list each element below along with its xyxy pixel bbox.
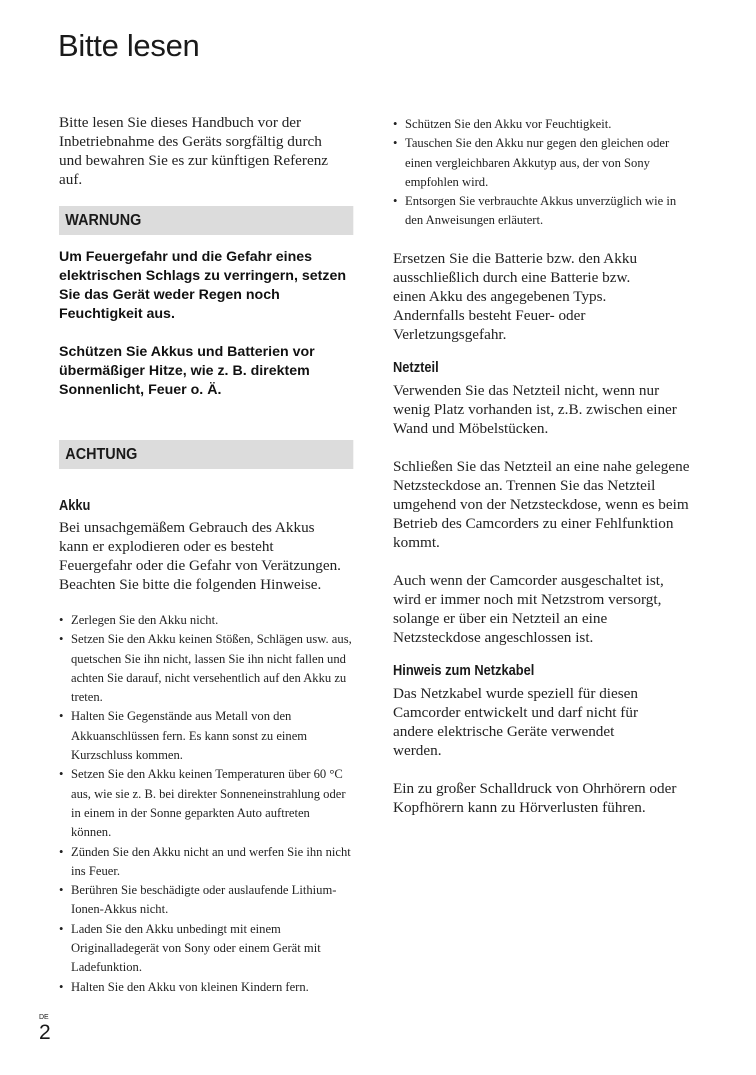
page-number (39, 1014, 51, 1044)
list-item: • Setzen Sie den Akku keinen Stößen, Schlägen usw. aus, quetschen Sie ihn nicht, lassen Sie ihn nicht fallen und achten Sie darauf, nicht versehentlich auf den Akku zu treten. (59, 630, 353, 707)
warning-text-heat: Schützen Sie Akkus und Batterien vor übermäßiger Hitze, wie z. B. direktem Sonnenlicht, Feuer o. Ä. (59, 344, 315, 398)
hearing-warning-paragraph: Ein zu großer Schalldruck von Ohrhörern oder Kopfhörern kann zu Hörverlusten führen. (393, 779, 677, 816)
akku-heading: Akku (59, 498, 91, 514)
list-item: • Zünden Sie den Akku nicht an und werfen Sie ihn nicht ins Feuer. (59, 843, 353, 882)
battery-replacement-paragraph: Ersetzen Sie die Batterie bzw. den Akku ausschließlich durch eine Batterie bzw. einen Akku des angegebenen Typs. Andernfalls besteht Feuer- oder Verletzungsgefahr. (393, 249, 638, 343)
page-title: Bitte lesen (58, 28, 200, 63)
netzkabel-paragraph: Das Netzkabel wurde speziell für diesen Camcorder entwickelt und darf nicht für andere elektrische Geräte verwendet werden. (393, 684, 639, 759)
language-code: DE (39, 1014, 49, 1021)
caution-heading: ACHTUNG (59, 440, 353, 469)
netzteil-paragraph-1: Verwenden Sie das Netzteil nicht, wenn nur wenig Platz vorhanden ist, z.B. zwischen einer Wand und Möbelstücken. (393, 381, 677, 437)
warning-text-fire: Um Feuergefahr und die Gefahr eines elektrischen Schlags zu verringern, setzen Sie das Gerät weder Regen noch Feuchtigkeit aus. (59, 249, 347, 322)
page-number-value: 2 (39, 1021, 51, 1044)
list-item: • Berühren Sie beschädigte oder auslaufende Lithium-Ionen-Akkus nicht. (59, 881, 353, 920)
right-column (393, 113, 693, 817)
warning-heading: WARNUNG (59, 206, 353, 235)
list-item: • Halten Sie Gegenstände aus Metall von den Akkuanschlüssen fern. Es kann sonst zu einem Kurzschluss kommen. (59, 707, 353, 765)
list-item: • Schützen Sie den Akku vor Feuchtigkeit. (393, 115, 693, 134)
list-item: • Zerlegen Sie den Akku nicht. (59, 611, 353, 630)
list-item: • Laden Sie den Akku unbedingt mit einem Originalladegerät von Sony oder einem Gerät mit Ladefunktion. (59, 920, 353, 978)
list-item: • Entsorgen Sie verbrauchte Akkus unverzüglich wie in den Anweisungen erläutert. (393, 192, 693, 231)
netzkabel-heading: Hinweis zum Netzkabel (393, 662, 535, 679)
netzteil-heading: Netzteil (393, 359, 439, 376)
akku-bullet-list-continued (393, 115, 693, 231)
intro-paragraph: Bitte lesen Sie dieses Handbuch vor der Inbetriebnahme des Geräts sorgfältig durch und bewahren Sie es zur künftigen Referenz auf. (59, 114, 329, 188)
left-column (59, 113, 353, 997)
netzteil-paragraph-2: Schließen Sie das Netzteil an eine nahe gelegene Netzsteckdose an. Trennen Sie das Netzteil umgehend von der Netzsteckdose, wenn es beim Betrieb des Camcorders zu einer Fehlfunktion kommt. (393, 457, 690, 551)
netzteil-paragraph-3: Auch wenn der Camcorder ausgeschaltet ist, wird er immer noch mit Netzstrom versorgt, solange er über ein Netzteil an eine Netzsteckdose angeschlossen ist. (393, 571, 664, 646)
list-item: • Setzen Sie den Akku keinen Temperaturen über 60 °C aus, wie sie z. B. bei direkter Sonneneinstrahlung oder in einem in der Sonne geparkten Auto auftreten können. (59, 765, 353, 842)
akku-bullet-list (59, 611, 353, 997)
list-item: • Tauschen Sie den Akku nur gegen den gleichen oder einen vergleichbaren Akkutyp aus, der von Sony empfohlen wird. (393, 134, 693, 192)
list-item: • Halten Sie den Akku von kleinen Kindern fern. (59, 978, 353, 997)
akku-paragraph: Bei unsachgemäßem Gebrauch des Akkus kann er explodieren oder es besteht Feuergefahr oder die Gefahr von Verätzungen. Beachten Sie bitte die folgenden Hinweise. (59, 519, 341, 593)
